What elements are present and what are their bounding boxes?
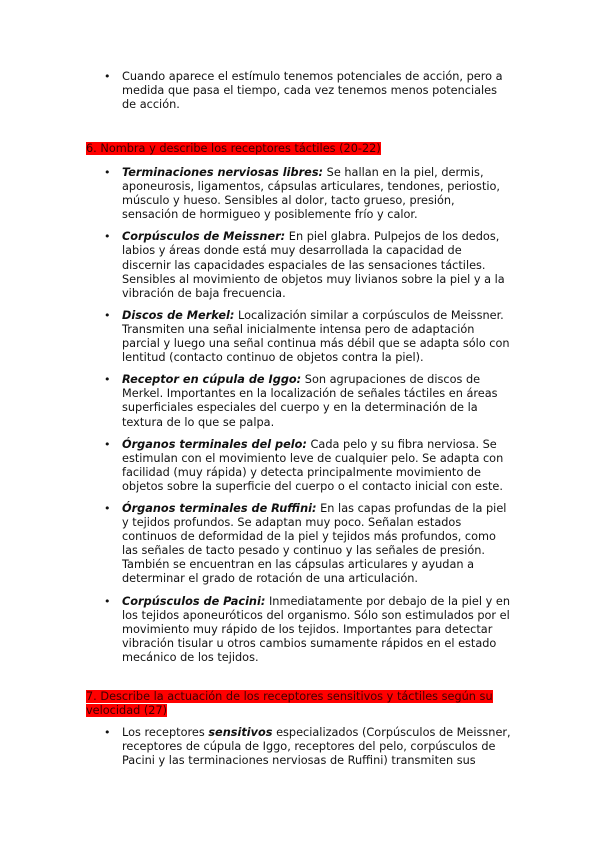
list-item <box>0 166 599 222</box>
bullet-glyph: • <box>104 70 111 83</box>
receptor-description: Se hallan en la piel, dermis, aponeurosis, ligamentos, cápsulas articulares, tendones, periostio, músculo y hueso. Sensibles al dolor, tacto grueso, presión, sensación de hormigueo y posiblemente frío y calor. <box>122 166 501 222</box>
bullet-glyph: • <box>104 166 111 179</box>
list-item <box>0 309 599 365</box>
receptor-term: Terminaciones nerviosas libres: <box>122 166 324 179</box>
section-7-term: sensitivos <box>208 726 273 739</box>
receptor-term: Discos de Merkel: <box>122 308 235 322</box>
receptor-term: Receptor en cúpula de Iggo: <box>122 373 302 387</box>
receptor-description: En piel glabra. Pulpejos de los dedos, labios y áreas donde está muy desarrollada la capacidad de discernir las capacidades espaciales de las sensaciones táctiles. Sensibles al movimiento de objetos muy livianos sobre la piel y a la vibración de baja frecuencia. <box>122 230 505 300</box>
intro-text: Cuando aparece el estímulo tenemos potenciales de acción, pero a medida que pasa el tiempo, cada vez tenemos menos potenciales de acción. <box>122 70 503 112</box>
receptor-term: Corpúsculos de Pacini: <box>122 594 266 608</box>
bullet-glyph: • <box>104 501 111 515</box>
section-7 <box>0 690 599 718</box>
receptor-description: Cada pelo y su fibra nerviosa. Se estimulan con el movimiento leve de cualquier pelo. Se adapta con facilidad (muy rápida) y detecta principalmente movimiento de objetos sobre la superficie del cuerpo o el contacto inicial con este. <box>122 437 504 493</box>
list-item <box>0 230 599 300</box>
list-item <box>0 438 599 494</box>
receptor-term: Órganos terminales de Ruffini: <box>122 501 317 515</box>
section-7-text: especializados (Corpúsculos de Meissner, receptores de cúpula de Iggo, receptores del pelo, corpúsculos de Pacini y las terminaciones nerviosas de Ruffini) transmiten sus <box>122 726 511 768</box>
section-heading <box>86 690 514 718</box>
section-6-heading: 6. Nombra y describe los receptores táctiles (20-22) <box>86 142 381 155</box>
bullet-glyph: • <box>104 230 111 244</box>
section-heading <box>86 142 514 156</box>
receptor-description: En las capas profundas de la piel y tejidos profundos. Se adaptan muy poco. Señalan estados continuos de deformidad de la piel y tejidos más profundos, como las señales de tacto pesado y continuo y las señales de presión. También se encuentran en las cápsulas articulares y ayudan a determinar el grado de rotación de una articulación. <box>122 501 507 586</box>
list-item <box>0 726 599 768</box>
receptor-list <box>0 166 599 673</box>
receptor-term: Corpúsculos de Meissner: <box>122 230 286 244</box>
bullet-glyph: • <box>104 373 111 387</box>
list-item <box>0 502 599 587</box>
receptor-description: Inmediatamente por debajo de la piel y en los tejidos aponeuróticos del organismo. Sólo son estimulados por el movimiento muy rápido de los tejidos. Importantes para detectar vibración tisular u otros cambios sumamente rápidos en el estado mecánico de los tejidos. <box>122 594 510 664</box>
bullet-glyph: • <box>104 594 111 608</box>
bullet-glyph: • <box>104 308 111 322</box>
section-7-heading: 7. Describe la actuación de los receptores sensitivos y táctiles según su velocidad (27) <box>86 690 493 718</box>
receptor-description: Localización similar a corpúsculos de Meissner. Transmiten una señal inicialmente intensa pero de adaptación parcial y luego una señal continua más débil que se adapta sólo con lentitud (contacto continuo de objetos contra la piel). <box>122 308 510 365</box>
intro-list <box>0 70 599 112</box>
section-7-list <box>0 726 599 768</box>
section-6 <box>0 142 599 156</box>
list-item <box>0 373 599 429</box>
bullet-glyph: • <box>104 437 111 451</box>
list-item <box>0 70 599 112</box>
receptor-description: Son agrupaciones de discos de Merkel. Importantes en la localización de señales táctiles en áreas superficiales especiales del cuerpo y en la determinación de la textura de lo que se palpa. <box>122 373 498 429</box>
bullet-glyph: • <box>104 726 111 739</box>
section-7-prefix: Los receptores <box>122 726 209 739</box>
list-item <box>0 595 599 665</box>
receptor-term: Órganos terminales del pelo: <box>122 437 307 451</box>
